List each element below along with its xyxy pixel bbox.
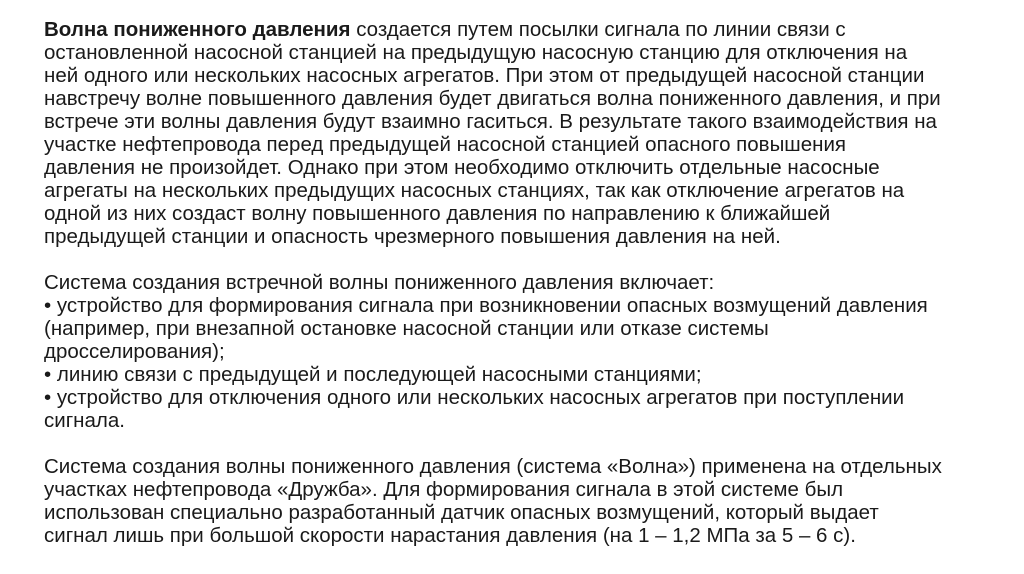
text-line: (например, при внезапной остановке насосной станции или отказе системы <box>44 317 769 340</box>
list-item: • устройство для отключения одного или нескольких насосных агрегатов при поступлении <box>44 386 905 409</box>
text-line-rest: создается путем посылки сигнала по линии связи с <box>350 18 846 41</box>
paragraph-system-components <box>44 271 994 432</box>
text-line: предыдущей станции и опасность чрезмерного повышения давления на ней. <box>44 225 781 248</box>
text-line: участке нефтепровода перед предыдущей насосной станцией опасного повышения <box>44 133 847 156</box>
text-line: ней одного или нескольких насосных агрегатов. При этом от предыдущей насосной станции <box>44 64 925 87</box>
text-line: Система создания встречной волны пониженного давления включает: <box>44 271 715 294</box>
text-line: участках нефтепровода «Дружба». Для формирования сигнала в этой системе был <box>44 478 844 501</box>
text-line: агрегаты на нескольких предыдущих насосных станциях, так как отключение агрегатов на <box>44 179 905 202</box>
text-line: встрече эти волны давления будут взаимно гаситься. В результате такого взаимодействия на <box>44 110 937 133</box>
paragraph-pressure-wave <box>44 18 994 248</box>
paragraph-gap <box>44 248 994 271</box>
text-line: дросселирования); <box>44 340 225 363</box>
text-line: сигнал лишь при большой скорости нарастания давления (на 1 – 1,2 МПа за 5 – 6 с). <box>44 524 856 547</box>
text-line: использован специально разработанный датчик опасных возмущений, который выдает <box>44 501 879 524</box>
text-line: остановленной насосной станцией на предыдущую насосную станцию для отключения на <box>44 41 908 64</box>
paragraph-gap <box>44 432 994 455</box>
bold-term: Волна пониженного давления <box>44 18 351 41</box>
text-line: Система создания волны пониженного давления (система «Волна») применена на отдельных <box>44 455 942 478</box>
list-item: • устройство для формирования сигнала при возникновении опасных возмущений давления <box>44 294 928 317</box>
text-line <box>44 18 994 41</box>
paragraph-volna-system <box>44 455 994 547</box>
text-line: давления не произойдет. Однако при этом необходимо отключить отдельные насосные <box>44 156 880 179</box>
body-text <box>44 18 994 547</box>
text-line: одной из них создаст волну повышенного давления по направлению к ближайшей <box>44 202 831 225</box>
list-item: • линию связи с предыдущей и последующей насосными станциями; <box>44 363 702 386</box>
text-line: навстречу волне повышенного давления будет двигаться волна пониженного давления, и при <box>44 87 941 110</box>
text-line: сигнала. <box>44 409 125 432</box>
